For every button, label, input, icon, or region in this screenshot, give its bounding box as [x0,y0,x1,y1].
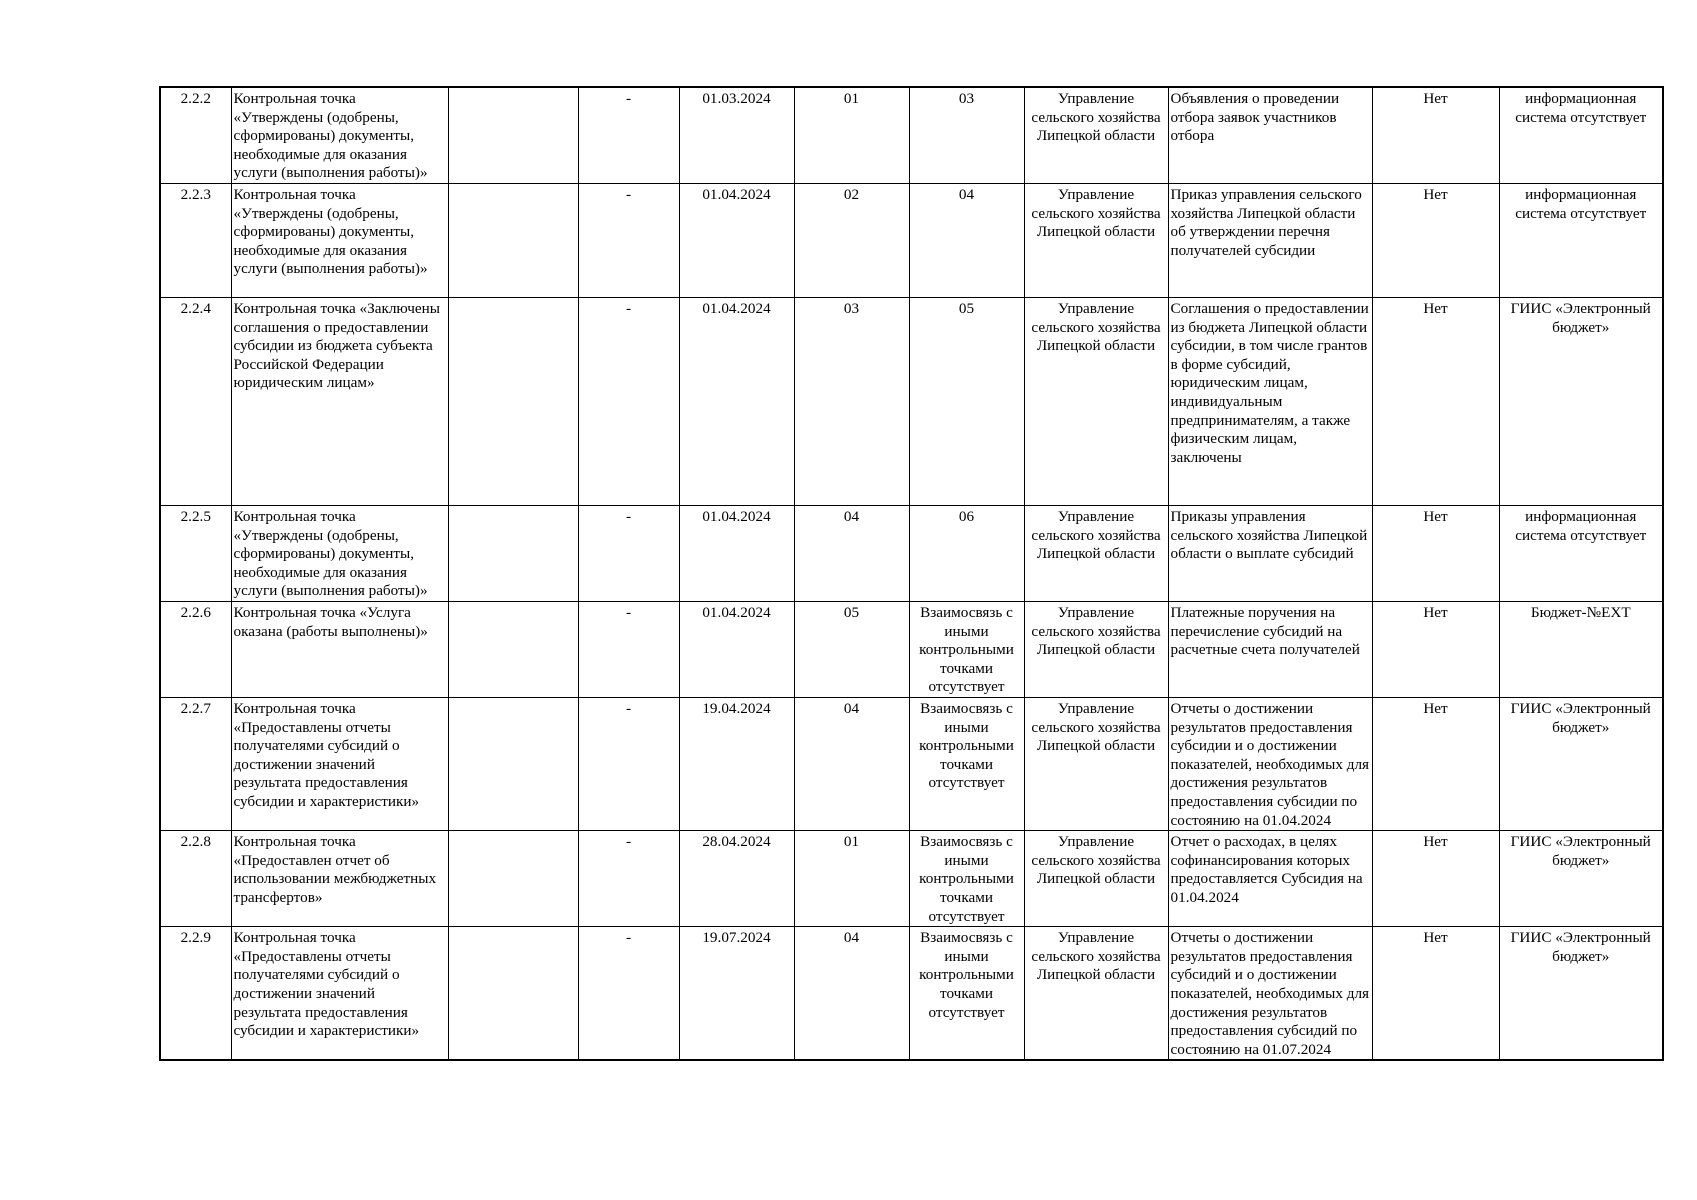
flag-cell: Нет [1372,831,1499,927]
row-number: 2.2.3 [160,183,231,297]
responsible-org: Управление сельского хозяйства Липецкой области [1024,831,1168,927]
code-cell: 02 [794,183,909,297]
table-body [160,87,1663,1060]
link-cell: 04 [909,183,1024,297]
empty-cell [448,297,578,505]
information-system: ГИИС «Электронный бюджет» [1499,297,1663,505]
empty-cell [448,927,578,1061]
information-system: ГИИС «Электронный бюджет» [1499,831,1663,927]
dash-cell: - [578,831,679,927]
table-row [160,183,1663,297]
flag-cell: Нет [1372,183,1499,297]
control-point-name: Контрольная точка «Предоставлены отчеты получателями субсидий о достижении значений результата предоставления субсидии и характеристики» [231,697,448,830]
code-cell: 05 [794,601,909,697]
table-row [160,697,1663,830]
document-type: Объявления о проведении отбора заявок участников отбора [1168,87,1372,183]
row-number: 2.2.7 [160,697,231,830]
flag-cell: Нет [1372,697,1499,830]
empty-cell [448,505,578,601]
empty-cell [448,87,578,183]
responsible-org: Управление сельского хозяйства Липецкой области [1024,927,1168,1061]
link-cell: 06 [909,505,1024,601]
due-date: 28.04.2024 [679,831,794,927]
code-cell: 04 [794,927,909,1061]
control-point-name: Контрольная точка «Утверждены (одобрены, сформированы) документы, необходимые для оказания услуги (выполнения работы)» [231,505,448,601]
flag-cell: Нет [1372,927,1499,1061]
responsible-org: Управление сельского хозяйства Липецкой области [1024,183,1168,297]
empty-cell [448,183,578,297]
document-type: Отчеты о достижении результатов предоставления субсидий и о достижении показателей, необходимых для достижения результатов предоставления субсидий по состоянию на 01.07.2024 [1168,927,1372,1061]
due-date: 01.04.2024 [679,505,794,601]
document-type: Отчеты о достижении результатов предоставления субсидии и о достижении показателей, необходимых для достижения результатов предоставления субсидии по состоянию на 01.04.2024 [1168,697,1372,830]
table-row [160,927,1663,1061]
due-date: 01.04.2024 [679,297,794,505]
due-date: 01.04.2024 [679,183,794,297]
control-point-name: Контрольная точка «Заключены соглашения о предоставлении субсидии из бюджета субъекта Российской Федерации юридическим лицам» [231,297,448,505]
due-date: 19.07.2024 [679,927,794,1061]
document-type: Приказы управления сельского хозяйства Липецкой области о выплате субсидий [1168,505,1372,601]
row-number: 2.2.8 [160,831,231,927]
responsible-org: Управление сельского хозяйства Липецкой области [1024,297,1168,505]
row-number: 2.2.6 [160,601,231,697]
row-number: 2.2.9 [160,927,231,1061]
control-point-name: Контрольная точка «Утверждены (одобрены, сформированы) документы, необходимые для оказания услуги (выполнения работы)» [231,87,448,183]
document-type: Приказ управления сельского хозяйства Липецкой области об утверждении перечня получателей субсидии [1168,183,1372,297]
responsible-org: Управление сельского хозяйства Липецкой области [1024,505,1168,601]
table-row [160,297,1663,505]
flag-cell: Нет [1372,505,1499,601]
information-system: Бюджет-№EXT [1499,601,1663,697]
empty-cell [448,831,578,927]
dash-cell: - [578,697,679,830]
due-date: 01.03.2024 [679,87,794,183]
link-cell: Взаимосвязь с иными контрольными точками отсутствует [909,927,1024,1061]
due-date: 19.04.2024 [679,697,794,830]
code-cell: 04 [794,505,909,601]
dash-cell: - [578,601,679,697]
code-cell: 03 [794,297,909,505]
dash-cell: - [578,927,679,1061]
information-system: информационная система отсутствует [1499,87,1663,183]
code-cell: 01 [794,831,909,927]
dash-cell: - [578,183,679,297]
flag-cell: Нет [1372,87,1499,183]
information-system: информационная система отсутствует [1499,505,1663,601]
document-type: Соглашения о предоставлении из бюджета Липецкой области субсидии, в том числе грантов в форме субсидий, юридическим лицам, индивидуальным предпринимателям, а также физическим лицам, заключены [1168,297,1372,505]
table-row [160,87,1663,183]
table-row [160,601,1663,697]
responsible-org: Управление сельского хозяйства Липецкой области [1024,697,1168,830]
table-row [160,505,1663,601]
flag-cell: Нет [1372,601,1499,697]
information-system: информационная система отсутствует [1499,183,1663,297]
link-cell: Взаимосвязь с иными контрольными точками отсутствует [909,601,1024,697]
dash-cell: - [578,297,679,505]
dash-cell: - [578,87,679,183]
empty-cell [448,601,578,697]
control-point-name: Контрольная точка «Предоставлен отчет об использовании межбюджетных трансфертов» [231,831,448,927]
document-type: Отчет о расходах, в целях софинансирования которых предоставляется Субсидия на 01.04.2024 [1168,831,1372,927]
empty-cell [448,697,578,830]
responsible-org: Управление сельского хозяйства Липецкой области [1024,601,1168,697]
row-number: 2.2.2 [160,87,231,183]
control-point-name: Контрольная точка «Услуга оказана (работы выполнены)» [231,601,448,697]
code-cell: 04 [794,697,909,830]
control-points-table [159,86,1664,1061]
table-row [160,831,1663,927]
flag-cell: Нет [1372,297,1499,505]
link-cell: Взаимосвязь с иными контрольными точками отсутствует [909,697,1024,830]
information-system: ГИИС «Электронный бюджет» [1499,927,1663,1061]
due-date: 01.04.2024 [679,601,794,697]
dash-cell: - [578,505,679,601]
link-cell: Взаимосвязь с иными контрольными точками отсутствует [909,831,1024,927]
link-cell: 05 [909,297,1024,505]
row-number: 2.2.4 [160,297,231,505]
control-point-name: Контрольная точка «Предоставлены отчеты получателями субсидий о достижении значений результата предоставления субсидии и характеристики» [231,927,448,1061]
responsible-org: Управление сельского хозяйства Липецкой области [1024,87,1168,183]
document-type: Платежные поручения на перечисление субсидий на расчетные счета получателей [1168,601,1372,697]
link-cell: 03 [909,87,1024,183]
code-cell: 01 [794,87,909,183]
control-point-name: Контрольная точка «Утверждены (одобрены, сформированы) документы, необходимые для оказания услуги (выполнения работы)» [231,183,448,297]
row-number: 2.2.5 [160,505,231,601]
information-system: ГИИС «Электронный бюджет» [1499,697,1663,830]
